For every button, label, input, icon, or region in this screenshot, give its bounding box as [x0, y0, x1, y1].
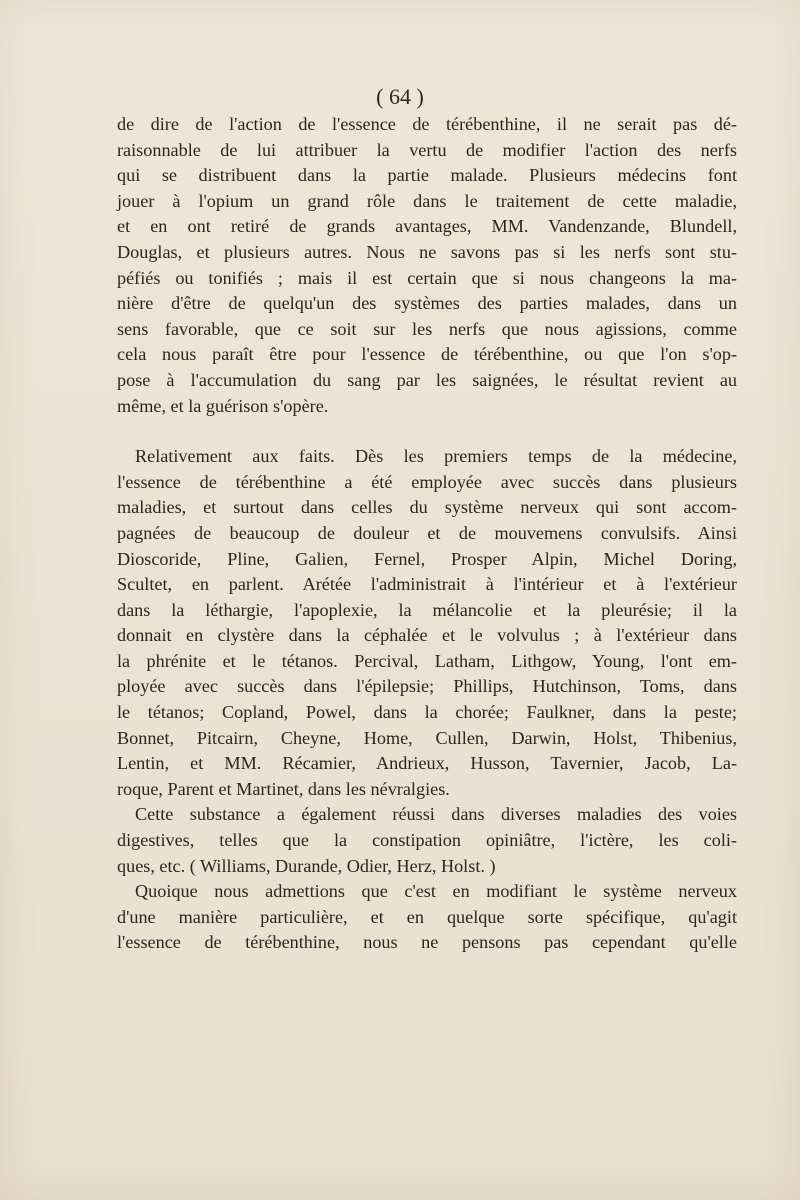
text-line: raisonnable de lui attribuer la vertu de modifier l'action des nerfs — [117, 139, 737, 160]
text-line: dans la léthargie, l'apoplexie, la mélancolie et la pleurésie; il la — [117, 599, 737, 620]
text-line: l'essence de térébenthine a été employée avec succès dans plusieurs — [117, 471, 737, 492]
text-line: jouer à l'opium un grand rôle dans le traitement de cette maladie, — [117, 190, 737, 211]
text-line: pose à l'accumulation du sang par les saignées, le résultat revient au — [117, 369, 737, 390]
text-line: ques, etc. ( Williams, Durande, Odier, Herz, Holst. ) — [117, 855, 496, 876]
text-line: le tétanos; Copland, Powel, dans la chorée; Faulkner, dans la peste; — [117, 702, 737, 723]
text-line: Scultet, en parlent. Arétée l'administrait à l'intérieur et à l'extérieur — [117, 574, 737, 595]
text-line: cela nous paraît être pour l'essence de térébenthine, ou que l'on s'op- — [117, 344, 737, 365]
text-line: maladies, et surtout dans celles du système nerveux qui sont accom- — [117, 497, 737, 518]
text-line: Quoique nous admettions que c'est en modifiant le système nerveux — [135, 881, 737, 902]
paragraph-historical-uses — [117, 444, 737, 802]
paragraph-nerve-action — [117, 112, 737, 419]
text-line: Dioscoride, Pline, Galien, Fernel, Prosper Alpin, Michel Doring, — [117, 548, 737, 569]
text-line: pagnées de beaucoup de douleur et de mouvemens convulsifs. Ainsi — [117, 522, 737, 543]
text-line: sens favorable, que ce soit sur les nerfs que nous agissions, comme — [117, 318, 737, 339]
text-line: Cette substance a également réussi dans diverses maladies des voies — [135, 804, 737, 825]
text-line: nière d'être de quelqu'un des systèmes des parties malades, dans un — [117, 293, 737, 314]
text-line: péfiés ou tonifiés ; mais il est certain que si nous changeons la ma- — [117, 267, 737, 288]
text-line: même, et la guérison s'opère. — [117, 395, 329, 416]
text-line: Relativement aux faits. Dès les premiers temps de la médecine, — [135, 446, 737, 467]
text-line: roque, Parent et Martinet, dans les névralgies. — [117, 778, 450, 799]
text-line: donnait en clystère dans la céphalée et le volvulus ; à l'extérieur dans — [117, 625, 737, 646]
page-number: ( 64 ) — [376, 84, 424, 109]
text-line: Lentin, et MM. Récamier, Andrieux, Husson, Tavernier, Jacob, La- — [117, 753, 737, 774]
text-line: la phrénite et le tétanos. Percival, Latham, Lithgow, Young, l'ont em- — [117, 650, 737, 671]
text-line: Douglas, et plusieurs autres. Nous ne savons pas si les nerfs sont stu- — [117, 241, 737, 262]
text-line: l'essence de térébenthine, nous ne pensons pas cependant qu'elle — [117, 932, 737, 953]
paragraph-gap — [117, 419, 737, 444]
text-line: et en ont retiré de grands avantages, MM. Vandenzande, Blundell, — [117, 216, 737, 237]
page-body — [117, 112, 737, 956]
paragraph-nervous-system — [117, 879, 737, 956]
text-line: digestives, telles que la constipation opiniâtre, l'ictère, les coli- — [117, 830, 737, 851]
text-line: d'une manière particulière, et en quelque sorte spécifique, qu'agit — [117, 906, 737, 927]
paragraph-digestive-diseases — [117, 802, 737, 879]
text-line: ployée avec succès dans l'épilepsie; Phillips, Hutchinson, Toms, dans — [117, 676, 737, 697]
text-line: Bonnet, Pitcairn, Cheyne, Home, Cullen, Darwin, Holst, Thibenius, — [117, 727, 737, 748]
text-line: qui se distribuent dans la partie malade. Plusieurs médecins font — [117, 165, 737, 186]
text-line: de dire de l'action de l'essence de térébenthine, il ne serait pas dé- — [117, 114, 737, 134]
